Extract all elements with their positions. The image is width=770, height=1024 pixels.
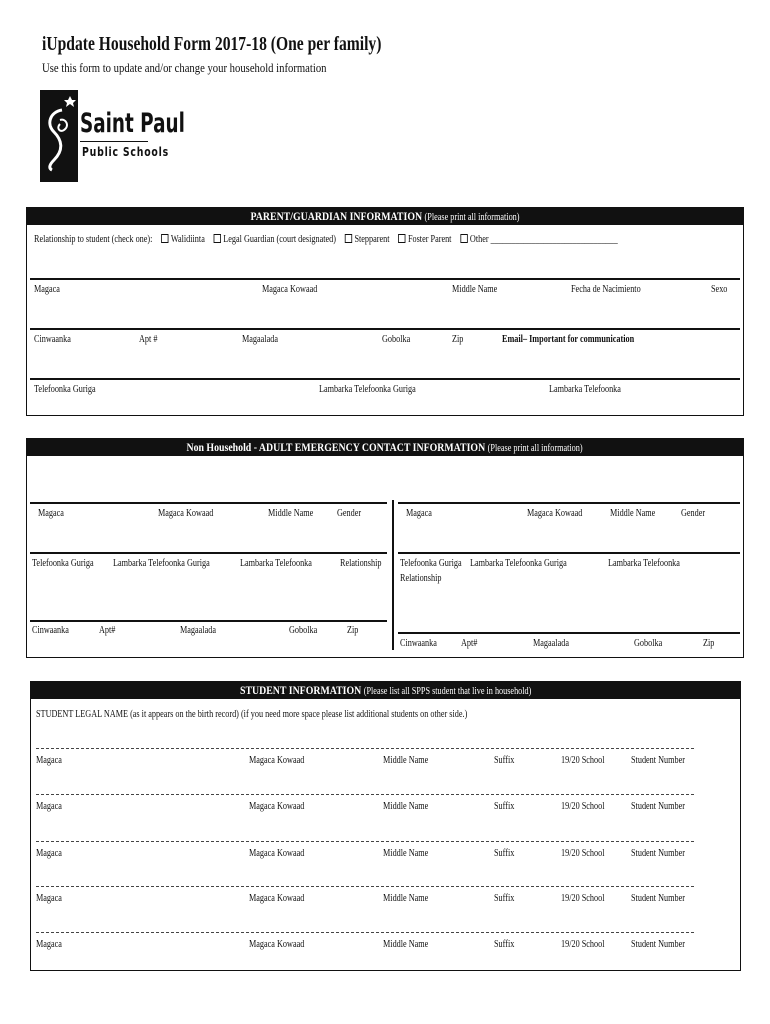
option-legal-guardian: Legal Guardian (court designated) <box>223 234 336 245</box>
checkbox-foster-parent[interactable] <box>398 234 405 243</box>
emergency-right-line-2 <box>398 552 740 554</box>
student-row-1-label-2: Magaca Kowaad <box>249 755 305 766</box>
student-row-5-label-2: Magaca Kowaad <box>249 939 305 950</box>
student-row-2-label-2: Magaca Kowaad <box>249 801 305 812</box>
student-row-4-label-3: Middle Name <box>383 893 429 904</box>
label-gobolka: Gobolka <box>382 334 411 345</box>
parent-note: (Please print all information) <box>424 212 520 223</box>
logo-text: Saint Paul <box>80 108 185 139</box>
parent-line-1 <box>30 278 740 280</box>
emergency-note: (Please print all information) <box>488 443 584 454</box>
right-label-zip: Zip <box>703 638 715 649</box>
option-walidiinta: Walidiinta <box>170 234 205 245</box>
left-label-lambarka-telefoonka-guriga: Lambarka Telefoonka Guriga <box>113 558 210 569</box>
label-apt: Apt # <box>139 334 158 345</box>
emergency-heading: Non Household - ADULT EMERGENCY CONTACT INFORMATION <box>186 440 486 454</box>
left-label-magaca-kowaad: Magaca Kowaad <box>158 508 214 519</box>
label-lambarka-telefoonka-guriga: Lambarka Telefoonka Guriga <box>319 384 416 395</box>
checkbox-other[interactable] <box>460 234 467 243</box>
right-label-magaalada: Magaalada <box>533 638 569 649</box>
label-magaca-kowaad: Magaca Kowaad <box>262 284 318 295</box>
student-row-5-label-1: Magaca <box>36 939 62 950</box>
student-entry-line-5[interactable] <box>36 932 694 933</box>
left-label-gender: Gender <box>337 508 362 519</box>
left-label-relationship: Relationship <box>340 558 382 569</box>
label-email: Email– Important for communication <box>502 334 635 345</box>
right-label-lambarka-telefoonka: Lambarka Telefoonka <box>608 558 680 569</box>
label-telefoonka-guriga: Telefoonka Guriga <box>34 384 96 395</box>
emergency-left-line-3 <box>30 620 387 622</box>
student-section-box <box>30 681 741 971</box>
left-label-apt: Apt# <box>99 625 116 636</box>
student-row-3-label-3: Middle Name <box>383 848 429 859</box>
other-fill-line[interactable]: _______________________________ <box>490 234 618 245</box>
right-label-magaca: Magaca <box>406 508 432 519</box>
student-row-5-label-4: Suffix <box>494 939 515 950</box>
student-row-4-label-6: Student Number <box>631 893 685 904</box>
parent-line-2 <box>30 328 740 330</box>
left-label-lambarka-telefoonka: Lambarka Telefoonka <box>240 558 312 569</box>
student-row-1-label-6: Student Number <box>631 755 685 766</box>
student-row-5-label-5: 19/20 School <box>561 939 605 950</box>
label-magaca: Magaca <box>34 284 60 295</box>
emergency-divider <box>392 500 394 650</box>
label-sexo: Sexo <box>711 284 728 295</box>
right-label-relationship: Relationship <box>400 573 442 584</box>
relationship-row <box>34 234 618 245</box>
student-row-3-label-6: Student Number <box>631 848 685 859</box>
student-row-2-label-1: Magaca <box>36 801 62 812</box>
student-row-4-label-5: 19/20 School <box>561 893 605 904</box>
label-lambarka-telefoonka: Lambarka Telefoonka <box>549 384 621 395</box>
label-middle-name: Middle Name <box>452 284 498 295</box>
parent-line-3 <box>30 378 740 380</box>
label-zip: Zip <box>452 334 464 345</box>
student-entry-line-1[interactable] <box>36 748 694 749</box>
logo-subtext: Public Schools <box>82 145 169 159</box>
emergency-left-line-1 <box>30 502 387 504</box>
checkbox-legal-guardian[interactable] <box>213 234 220 243</box>
right-label-lambarka-telefoonka-guriga: Lambarka Telefoonka Guriga <box>470 558 567 569</box>
left-label-magaalada: Magaalada <box>180 625 216 636</box>
student-row-3-label-1: Magaca <box>36 848 62 859</box>
emergency-right-line-1 <box>398 502 740 504</box>
right-label-telefoonka-guriga: Telefoonka Guriga <box>400 558 462 569</box>
student-entry-line-2[interactable] <box>36 794 694 795</box>
logo-divider <box>80 141 148 142</box>
student-row-2-label-6: Student Number <box>631 801 685 812</box>
right-label-gender: Gender <box>681 508 706 519</box>
label-fecha-nacimiento: Fecha de Nacimiento <box>571 284 641 295</box>
student-row-1-label-3: Middle Name <box>383 755 429 766</box>
left-label-zip: Zip <box>347 625 359 636</box>
checkbox-stepparent[interactable] <box>345 234 352 243</box>
right-label-middle-name: Middle Name <box>610 508 656 519</box>
left-label-magaca: Magaca <box>38 508 64 519</box>
left-label-middle-name: Middle Name <box>268 508 314 519</box>
student-row-3-label-4: Suffix <box>494 848 515 859</box>
student-heading: STUDENT INFORMATION <box>239 683 362 697</box>
option-stepparent: Stepparent <box>354 234 390 245</box>
parent-heading: PARENT/GUARDIAN INFORMATION <box>250 209 423 223</box>
student-entry-line-4[interactable] <box>36 886 694 887</box>
student-row-5-label-6: Student Number <box>631 939 685 950</box>
student-row-3-label-2: Magaca Kowaad <box>249 848 305 859</box>
right-label-apt: Apt# <box>461 638 478 649</box>
student-row-2-label-5: 19/20 School <box>561 801 605 812</box>
right-label-gobolka: Gobolka <box>634 638 663 649</box>
right-label-magaca-kowaad: Magaca Kowaad <box>527 508 583 519</box>
student-row-1-label-1: Magaca <box>36 755 62 766</box>
checkbox-walidiinta[interactable] <box>161 234 168 243</box>
emergency-right-line-3 <box>398 632 740 634</box>
emergency-left-line-2 <box>30 552 387 554</box>
student-row-4-label-2: Magaca Kowaad <box>249 893 305 904</box>
student-row-1-label-5: 19/20 School <box>561 755 605 766</box>
student-row-4-label-1: Magaca <box>36 893 62 904</box>
option-other: Other <box>469 234 489 245</box>
option-foster-parent: Foster Parent <box>407 234 452 245</box>
left-label-gobolka: Gobolka <box>289 625 318 636</box>
form-title: iUpdate Household Form 2017-18 (One per family) <box>42 33 382 55</box>
form-subtitle: Use this form to update and/or change your household information <box>42 60 327 75</box>
student-note: (Please list all SPPS student that live in household) <box>363 686 532 697</box>
label-magaalada: Magaalada <box>242 334 278 345</box>
emergency-section-box <box>26 438 744 658</box>
student-row-2-label-4: Suffix <box>494 801 515 812</box>
student-row-3-label-5: 19/20 School <box>561 848 605 859</box>
label-cinwaanka: Cinwaanka <box>34 334 71 345</box>
spps-logo-icon <box>40 90 78 182</box>
relationship-label: Relationship to student (check one): <box>34 234 153 245</box>
student-legal-name-note: STUDENT LEGAL NAME (as it appears on the birth record) (if you need more space please list additional students on other side.) <box>36 709 468 720</box>
student-row-2-label-3: Middle Name <box>383 801 429 812</box>
student-row-5-label-3: Middle Name <box>383 939 429 950</box>
left-label-telefoonka-guriga: Telefoonka Guriga <box>32 558 94 569</box>
student-entry-line-3[interactable] <box>36 841 694 842</box>
student-row-4-label-4: Suffix <box>494 893 515 904</box>
right-label-cinwaanka: Cinwaanka <box>400 638 437 649</box>
left-label-cinwaanka: Cinwaanka <box>32 625 69 636</box>
student-row-1-label-4: Suffix <box>494 755 515 766</box>
